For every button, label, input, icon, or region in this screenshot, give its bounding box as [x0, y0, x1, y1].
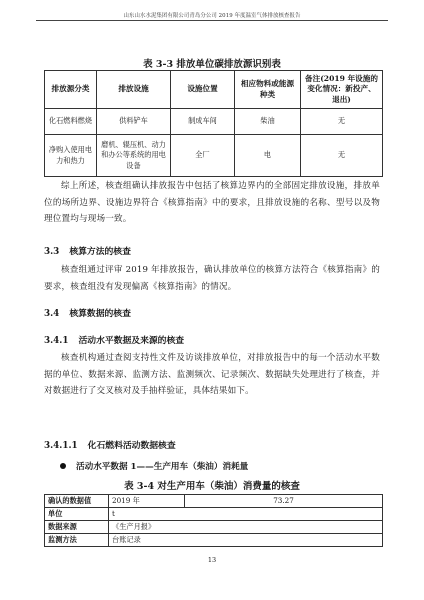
table-row	[45, 508, 383, 521]
row-label: 监测方法	[45, 534, 109, 547]
row-label: 单位	[45, 508, 109, 521]
column-header: 排放源分类	[45, 71, 97, 109]
section-number: 3.4	[44, 309, 60, 319]
table-cell: 全厂	[171, 135, 235, 177]
table-cell: 无	[301, 109, 383, 135]
section-title: 活动水平数据及来源的核查	[78, 336, 185, 346]
table-row	[45, 135, 383, 177]
table-cell: 电	[235, 135, 301, 177]
method-paragraph: 核查组通过评审 2019 年排放报告，确认排放单位的核算方法符合《核算指南》的要求，核查组没有发现偏离《核算指南》的情况。	[44, 265, 380, 292]
section-title: 化石燃料活动数据核查	[87, 441, 176, 451]
section-number: 3.4.1	[44, 336, 69, 346]
table-caption: 表 3-4 对生产用车（柴油）消费量的核查	[124, 481, 300, 492]
table-cell: 供料铲车	[97, 109, 171, 135]
table-cell: 制成车间	[171, 109, 235, 135]
column-header: 备注(2019 年设施的变化情况：新投产、退出)	[301, 71, 383, 109]
column-header: 设施位置	[171, 71, 235, 109]
table-cell: 2019 年	[109, 495, 185, 508]
table-cell: 柴油	[235, 109, 301, 135]
summary-paragraph: 综上所述，核查组确认排放报告中包括了核算边界内的全部固定排放设施，排放单位的场所边界、设施边界符合《核算指南》中的要求，且排放设施的名称、型号以及物理位置均与现场一致。	[44, 181, 380, 224]
row-label: 数据来源	[45, 521, 109, 534]
table-cell: 磨机、辊压机、动力和办公等系统的用电设备	[97, 135, 171, 177]
diesel-verification-table	[44, 494, 383, 547]
table-cell: t	[109, 508, 383, 521]
table-row	[45, 495, 383, 508]
column-header: 排放设施	[97, 71, 171, 109]
table-row	[45, 109, 383, 135]
header-rule	[36, 20, 388, 21]
section-title: 核算数据的核查	[69, 309, 131, 319]
row-label: 确认的数据值	[45, 495, 109, 508]
bullet-dot-icon	[60, 463, 66, 469]
subsubsection-heading	[44, 438, 176, 451]
table-cell: 《生产月报》	[109, 521, 383, 534]
bullet-text: 活动水平数据 1——生产用车（柴油）消耗量	[76, 462, 249, 472]
table-cell: 净购入使用电力和热力	[45, 135, 97, 177]
page-number: 13	[207, 556, 217, 564]
table-row	[45, 534, 383, 547]
bullet-item	[60, 460, 248, 472]
table-header-row	[45, 71, 383, 109]
table-cell: 无	[301, 135, 383, 177]
section-heading	[44, 244, 131, 257]
table-cell: 化石燃料燃烧	[45, 109, 97, 135]
activity-paragraph: 核查机构通过查阅支持性文件及访谈排放单位，对排放报告中的每一个活动水平数据的单位、数据来源、监测方法、监测频次、记录频次、数据缺失处理进行了核查，并对数据进行了交叉核对及手抽样验证，具体结果如下。	[44, 353, 380, 396]
table-cell: 73.27	[185, 495, 383, 508]
section-title: 核算方法的核查	[69, 247, 131, 257]
table-row	[45, 521, 383, 534]
section-number: 3.4.1.1	[44, 441, 78, 451]
section-number: 3.3	[44, 247, 60, 257]
column-header: 相应物料或能源种类	[235, 71, 301, 109]
emission-source-table	[44, 70, 383, 177]
table-caption: 表 3-3 排放单位碳排放源识别表	[143, 59, 281, 70]
running-header: 山东山水水泥集团有限公司青岛分公司 2019 年度温室气体排放核查报告	[123, 13, 301, 19]
table-cell: 台账记录	[109, 534, 383, 547]
section-heading	[44, 306, 131, 319]
subsection-heading	[44, 333, 184, 346]
